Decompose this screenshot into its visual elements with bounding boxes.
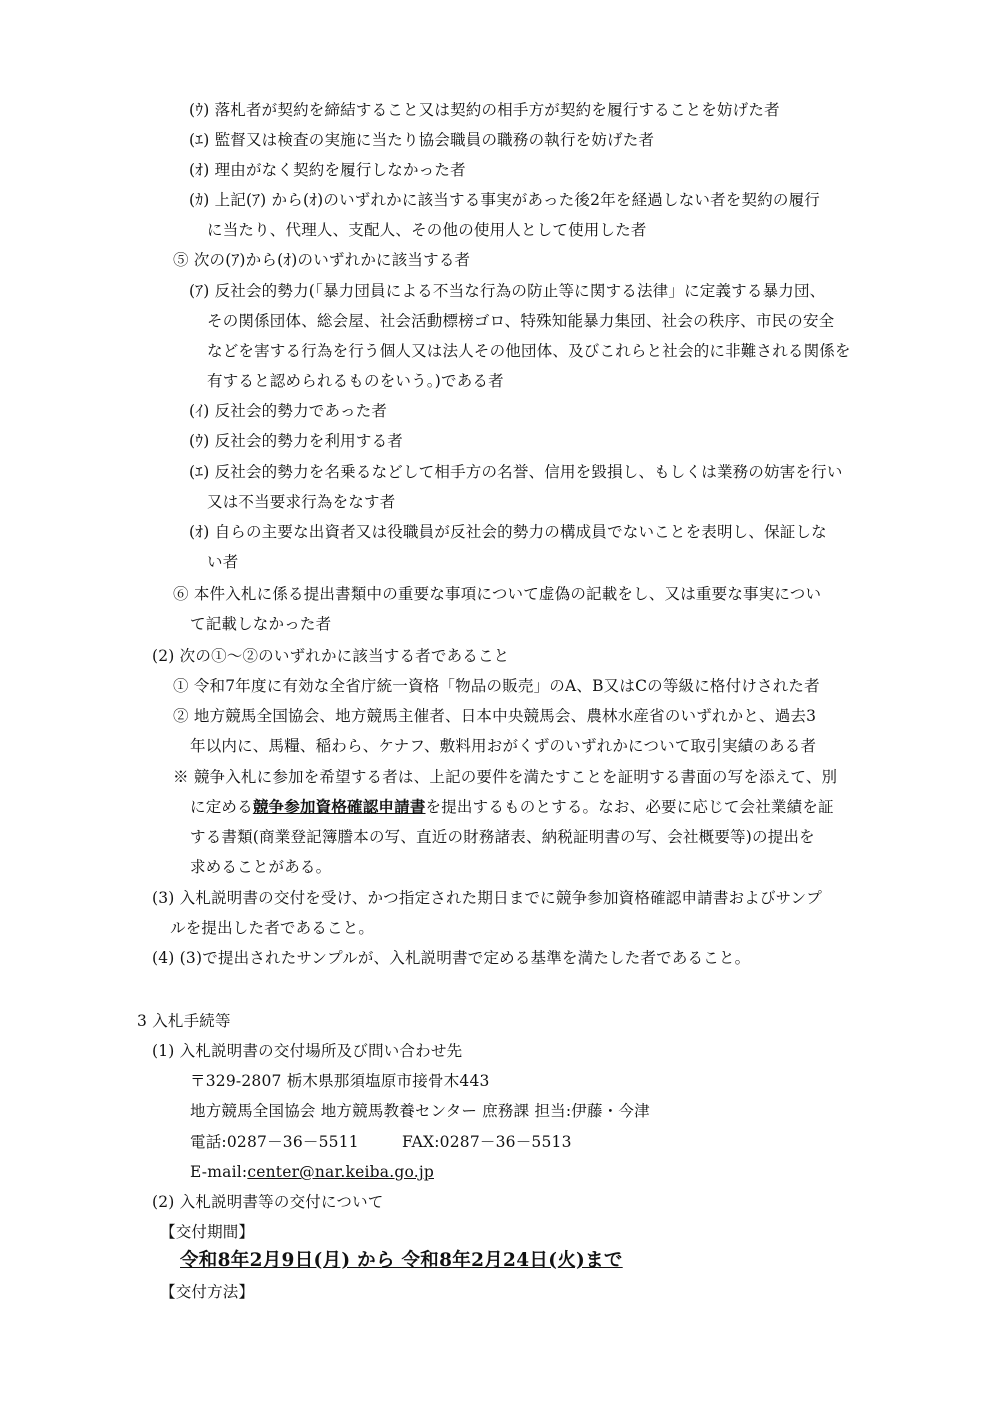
- issue-period-dates: 令和8年2月9日(月) から 令和8年2月24日(火)まで: [180, 1250, 623, 1271]
- note-text-prefix: に定める: [190, 798, 253, 816]
- line-o-no-performance: (ｵ) 理由がなく契約を履行しなかった者: [189, 161, 466, 179]
- note-application-line4: 求めることがある。: [190, 858, 332, 876]
- section-3-2-heading: (2) 入札説明書等の交付について: [152, 1193, 384, 1211]
- line-ka-two-years-cont: に当たり、代理人、支配人、その他の使用人として使用した者: [207, 221, 647, 239]
- line-a-antisocial-cont1: その関係団体、総会屋、社会活動標榜ゴロ、特殊知能暴力集団、社会の秩序、市民の安全: [207, 312, 835, 330]
- section-2-2-heading: (2) 次の①～②のいずれかに該当する者であること: [152, 647, 510, 665]
- note-text-suffix: を提出するものとする。なお、必要に応じて会社業績を証: [425, 798, 834, 816]
- item-2-trade-record-cont: 年以内に、馬糧、稲わら、ケナフ、敷料用おがくずのいずれかについて取引実績のある者: [190, 737, 817, 755]
- line-u-uses-antisocial: (ｳ) 反社会的勢力を利用する者: [189, 432, 403, 450]
- section-2-3-cont: ルを提出した者であること。: [170, 919, 375, 937]
- issue-period-label: 【交付期間】: [160, 1223, 255, 1241]
- line-a-antisocial-cont3: 有すると認められるものをいう。)である者: [207, 372, 504, 390]
- email-label: E-mail:: [190, 1163, 248, 1181]
- line-a-antisocial: (ｱ) 反社会的勢力(「暴力団員による不当な行為の防止等に関する法律」に定義する暴力団、: [189, 282, 826, 300]
- note-application-line3: する書類(商業登記簿謄本の写、直近の財務諸表、納税証明書の写、会社概要等)の提出を: [190, 828, 815, 846]
- item-1-unified-qualification: ① 令和7年度に有効な全省庁統一資格「物品の販売」のA、B又はCの等級に格付けされた者: [173, 677, 820, 695]
- contact-email-row: [190, 1161, 434, 1183]
- section-2-3: (3) 入札説明書の交付を受け、かつ指定された期日までに競争参加資格確認申請書およびサンプ: [152, 889, 822, 907]
- note-application-line2: [190, 796, 834, 818]
- line-o-declaration-cont: い者: [207, 553, 239, 571]
- line-ka-two-years: (ｶ) 上記(ｱ) から(ｵ)のいずれかに該当する事実があった後2年を経過しない者を契約の履行: [189, 191, 820, 209]
- contact-organization: 地方競馬全国協会 地方競馬教養センター 庶務課 担当:伊藤・今津: [190, 1102, 650, 1120]
- item-6-false-statement-cont: て記載しなかった者: [190, 615, 332, 633]
- line-u-obstruct-contract: (ｳ) 落札者が契約を締結すること又は契約の相手方が契約を履行することを妨げた者: [189, 101, 780, 119]
- section-3-1-heading: (1) 入札説明書の交付場所及び問い合わせ先: [152, 1042, 463, 1060]
- item-5-heading: ⑤ 次の(ｱ)から(ｵ)のいずれかに該当する者: [173, 251, 471, 269]
- email-link[interactable]: center@nar.keiba.go.jp: [247, 1163, 434, 1181]
- line-o-declaration: (ｵ) 自らの主要な出資者又は役職員が反社会的勢力の構成員でないことを表明し、保証しな: [189, 523, 827, 541]
- item-2-trade-record: ② 地方競馬全国協会、地方競馬主催者、日本中央競馬会、農林水産省のいずれかと、過去3: [173, 707, 817, 725]
- section-3-heading: 3 入札手続等: [137, 1012, 231, 1030]
- item-6-false-statement: ⑥ 本件入札に係る提出書類中の重要な事項について虚偽の記載をし、又は重要な事実につい: [173, 585, 822, 603]
- postal-address: 〒329-2807 栃木県那須塩原市接骨木443: [190, 1072, 490, 1090]
- line-a-antisocial-cont2: などを害する行為を行う個人又は法人その他団体、及びこれらと社会的に非難される関係を: [207, 342, 851, 360]
- contact-phone: 電話:0287－36－5511: [190, 1133, 359, 1151]
- issue-method-label: 【交付方法】: [160, 1283, 255, 1301]
- line-i-former-antisocial: (ｲ) 反社会的勢力であった者: [189, 402, 388, 420]
- application-form-name: 競争参加資格確認申請書: [252, 797, 426, 816]
- contact-fax: FAX:0287－36－5513: [402, 1133, 572, 1151]
- line-e-impersonate: (ｴ) 反社会的勢力を名乗るなどして相手方の名誉、信用を毀損し、もしくは業務の妨害を行い: [189, 463, 843, 481]
- line-e-obstruct-inspection: (ｴ) 監督又は検査の実施に当たり協会職員の職務の執行を妨げた者: [189, 131, 655, 149]
- line-e-impersonate-cont: 又は不当要求行為をなす者: [207, 493, 396, 511]
- section-2-4: (4) (3)で提出されたサンプルが、入札説明書で定める基準を満たした者であること。: [152, 949, 751, 967]
- note-application-requirement: ※ 競争入札に参加を希望する者は、上記の要件を満たすことを証明する書面の写を添えて、別: [173, 768, 838, 786]
